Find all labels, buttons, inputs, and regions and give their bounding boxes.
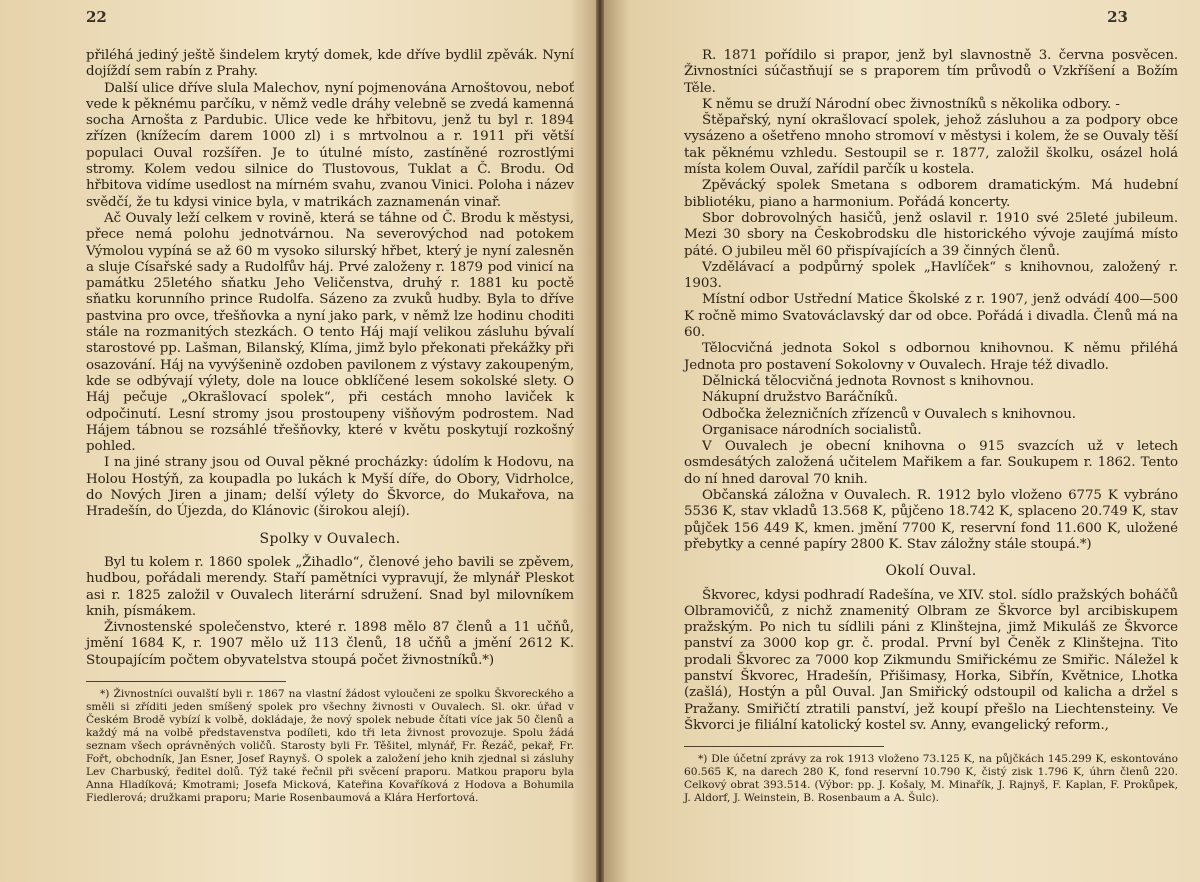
- paragraph: Byl tu kolem r. 1860 spolek „Žihadlo“, členové jeho bavili se zpěvem, hudbou, pořádali merendy. Staří pamětníci vypravují, že mlynář Pleskot asi r. 1825 založil v Ouvalech literární sdružení. Snad byl milovníkem knih, písmákem.: [86, 554, 574, 619]
- page-number: 22: [86, 8, 107, 26]
- page-number: 23: [1107, 8, 1128, 26]
- paragraph: Zpěvácký spolek Smetana s odborem dramatickým. Má hudební bibliotéku, piano a harmonium. Pořádá koncerty.: [684, 178, 1178, 210]
- section-heading: Okolí Ouval.: [885, 563, 977, 580]
- paragraph: R. 1871 pořídilo si prapor, jenž byl slavnostně 3. června posvěcen. Živnostníci súčastňují se s praporem tím průvodů o Vzkříšení a Božím Těle.: [684, 48, 1178, 96]
- paragraph: I na jiné strany jsou od Ouval pěkné procházky: údolím k Hodovu, na Holou Hostýň, za koupadla po lukách k Myší díře, do Obory, Vidrholce, do Nových Jiren a jinam; delší výlety do Škvorce, do Mukařova, na Hradešín, do Újezda, do Klánovic (širokou alejí).: [86, 455, 574, 520]
- paragraph: Další ulice dříve slula Malechov, nyní pojmenována Arnoštovou, neboť vede k pěknému parčíku, v němž vedle dráhy velebně se zvedá kamenná socha Arnošta z Pardubic. Ulice vede ke hřbitovu, jenž tu byl r. 1894 zřízen (knížecím darem 1000 zl) i s mrtvolnou a r. 1911 při větší populaci Ouval rozšířen. Je to útulné místo, zastíněné rozrostlými stromy. Kolem vedou silnice do Tlustovous, Tuklat a Č. Brodu. Od hřbitova vidíme usedlost na mírném svahu, zvanou Vinici. Poloha i název svědčí, že tu kdysi vinice byla, v matrikách zaznamenán vinař.: [86, 80, 574, 210]
- paragraph: Štěpařský, nyní okrašlovací spolek, jehož zásluhou a za podpory obce vysázeno a ošetřeno mnoho stromoví v městysi i kolem, že se Ouvaly těší tak pěknému vzhledu. Sestoupil se r. 1877, založil školku, osázel holá místa kolem Ouval, zařídil parčík u kostela.: [684, 113, 1178, 178]
- footnote-divider: [86, 681, 286, 682]
- paragraph: Organisace národních socialistů.: [702, 422, 922, 438]
- book-gutter: [596, 0, 604, 882]
- paragraph: Nákupní družstvo Baráčníků.: [702, 390, 898, 406]
- right-page: [600, 0, 1200, 882]
- paragraph: Živnostenské společenstvo, které r. 1898 mělo 87 členů a 11 učňů, jmění 1684 K, r. 1907 mělo už 113 členů, 18 učňů a jmění 2612 K. Stoupajícím počtem obyvatelstva stoupá počet živnostníků.*): [86, 620, 574, 668]
- paragraph: Odbočka železničních zřízenců v Ouvalech s knihovnou.: [702, 406, 1076, 422]
- paragraph: Místní odbor Ustřední Matice Školské z r. 1907, jenž odvádí 400—500 K ročně mimo Svatováclavský dar od obce. Pořádá i divadla. Členů má na 60.: [684, 292, 1178, 341]
- paragraph: Vzdělávací a podpůrný spolek „Havlíček“ s knihovnou, založený r. 1903.: [684, 259, 1178, 292]
- section-heading: Spolky v Ouvalech.: [259, 530, 401, 547]
- left-body-text: [86, 48, 574, 669]
- paragraph: Tělocvičná jednota Sokol s odbornou knihovnou. K němu přiléhá Jednota pro postavení Sokolovny v Ouvalech. Hraje též divadlo.: [684, 341, 1178, 373]
- right-body-text: [684, 48, 1178, 734]
- footnote-text: *) Dle účetní zprávy za rok 1913 vloženo 73.125 K, na půjčkách 145.299 K, eskontováno 60.565 K, na darech 280 K, fond reservní 10.790 K, čistý zisk 1.796 K, úhrn členů 220. Celkový obrat 393.514. (Výbor: pp. J. Košaly, M. Minařík, J. Rajnyš, F. Kaplan, F. Prokůpek, J. Aldorf, J. Weinstein, B. Rosenbaum a A. Šulc).: [684, 753, 1178, 805]
- footnote: [86, 688, 574, 805]
- footnote-text: *) Živnostníci ouvalští byli r. 1867 na vlastní žádost vyloučeni ze spolku Škvoreckého a směli si zříditi jeden smíšený spolek pro všechny živnosti v Ouvalech. Sl. okr. úřad v Českém Brodě vybízí k volbě, dokládaje, že nový spolek nebude čítati více jak 50 členů a každý má na volbě představenstva podíleti, kdo tři leta živnost provozuje. Spolu žádá seznam všech oprávněných voličů. Starosty byli Fr. Těšitel, mlynář, Fr. Řezáč, pekař, Fr. Fořt, obchodník, Jan Esner, Josef Raynyš. O spolek a založení jeho knih zjednal si zásluhy Lev Charbuský, ředitel dolů. Týž také řečnil při svěcení praporu. Matkou praporu byla Anna Hladíková; Kmotrami; Josefa Micková, Kateřina Kovaříková z Hodova a Bohumila Fiedlerová; družkami praporu; Marie Rosenbaumová a Klára Herfortová.: [86, 687, 574, 804]
- footnote-divider: [684, 746, 884, 747]
- paragraph: Občanská záložna v Ouvalech. R. 1912 bylo vloženo 6775 K vybráno 5536 K, stav vkladů 13.568 K, půjčeno 18.742 K, splaceno 20.749 K, stav půjček 156 449 K, kmen. jmění 7700 K, reservní fond 11.600 K, uložené přebytky a cenné papíry 2800 K. Stav záložny stále stoupá.*): [684, 488, 1178, 552]
- paragraph: Ač Ouvaly leží celkem v rovině, která se táhne od Č. Brodu k městysi, přece nemá polohu jednotvárnou. Na severovýchod nad potokem Výmolou vypíná se až 60 m vysoko silurský hřbet, který je nyní zalesněn a sluje Císařské sady a Rudolfův háj. Prvé založeny r. 1879 pod vinicí na památku 25letého sňatku Jeho Veličenstva, druhý r. 1881 ku poctě sňatku korunního prince Rudolfa. Sázeno za zvuků hudby. Byla to dříve pastvina pro ovce, třešňovka a nyní jako park, v němž lze hodinu choditi stále na rozmanitých stezkách. O tento Háj mají velikou zásluhu bývalí starostové pp. Lašman, Bilanský, Klíma, jimž bylo překonati překážky při osazování. Háj na vyvýšenině ozdoben pavilonem z výstavy zakoupeným, kde se odbývají výlety, dole na louce obklíčené lesem sokolské slety. O Háj pečuje „Okrašlovací spolek“, při cestách mnoho laviček k odpočinutí. Lesní stromy jsou prostoupeny višňovým podrostem. Nad Hájem tábnou se rozsáhlé třešňovky, které v květu poskytují rozkošný pohled.: [86, 210, 574, 455]
- paragraph: Škvorec, kdysi podhradí Radešína, ve XIV. stol. sídlo pražských boháčů Olbramovičů, z nichž znamenitý Olbram ze Škvorce byl arcibiskupem pražským. Po nich tu sídlili páni z Klinštejna, jimž Mikuláš ze Škvorce panství za 3000 kop gr. č. prodal. První byl Čeněk z Klinštejna. Tito prodali Škvorec za 7000 kop Zikmundu Smiřickému ze Smiřic. Náležel k panství Škvorec, Hradešín, Přišimasy, Horka, Sibřín, Květnice, Lhotka (zašlá), Hostýn a půl Ouval. Jan Smiřický odstoupil od kalicha a držel s Pražany. Smiřičtí ztratili panství, jež koupí přešlo na Liechtensteiny. Ve Škvorci je filiální katolický kostel sv. Anny, evangelický reform.,: [684, 587, 1178, 733]
- footnote: [684, 753, 1178, 805]
- paragraph: Dělnická tělocvičná jednota Rovnost s knihovnou.: [702, 373, 1035, 389]
- paragraph: V Ouvalech je obecní knihovna o 915 svazcích už v letech osmdesátých založená učitelem Mařikem a far. Soukupem r. 1862. Tento do ní hned daroval 70 knih.: [684, 439, 1178, 487]
- paragraph: Sbor dobrovolných hasičů, jenž oslavil r. 1910 své 25leté jubileum. Mezi 30 sbory na Českobrodsku dle historického vývoje zaujímá místo páté. O jubileu měl 60 přispívajících a 39 činných členů.: [684, 210, 1178, 259]
- paragraph: K němu se druží Národní obec živnostníků s několika odbory. -: [702, 96, 1120, 112]
- paragraph: přiléhá jediný ještě šindelem krytý domek, kde dříve bydlil zpěvák. Nyní dojíždí sem rabín z Prahy.: [86, 48, 574, 80]
